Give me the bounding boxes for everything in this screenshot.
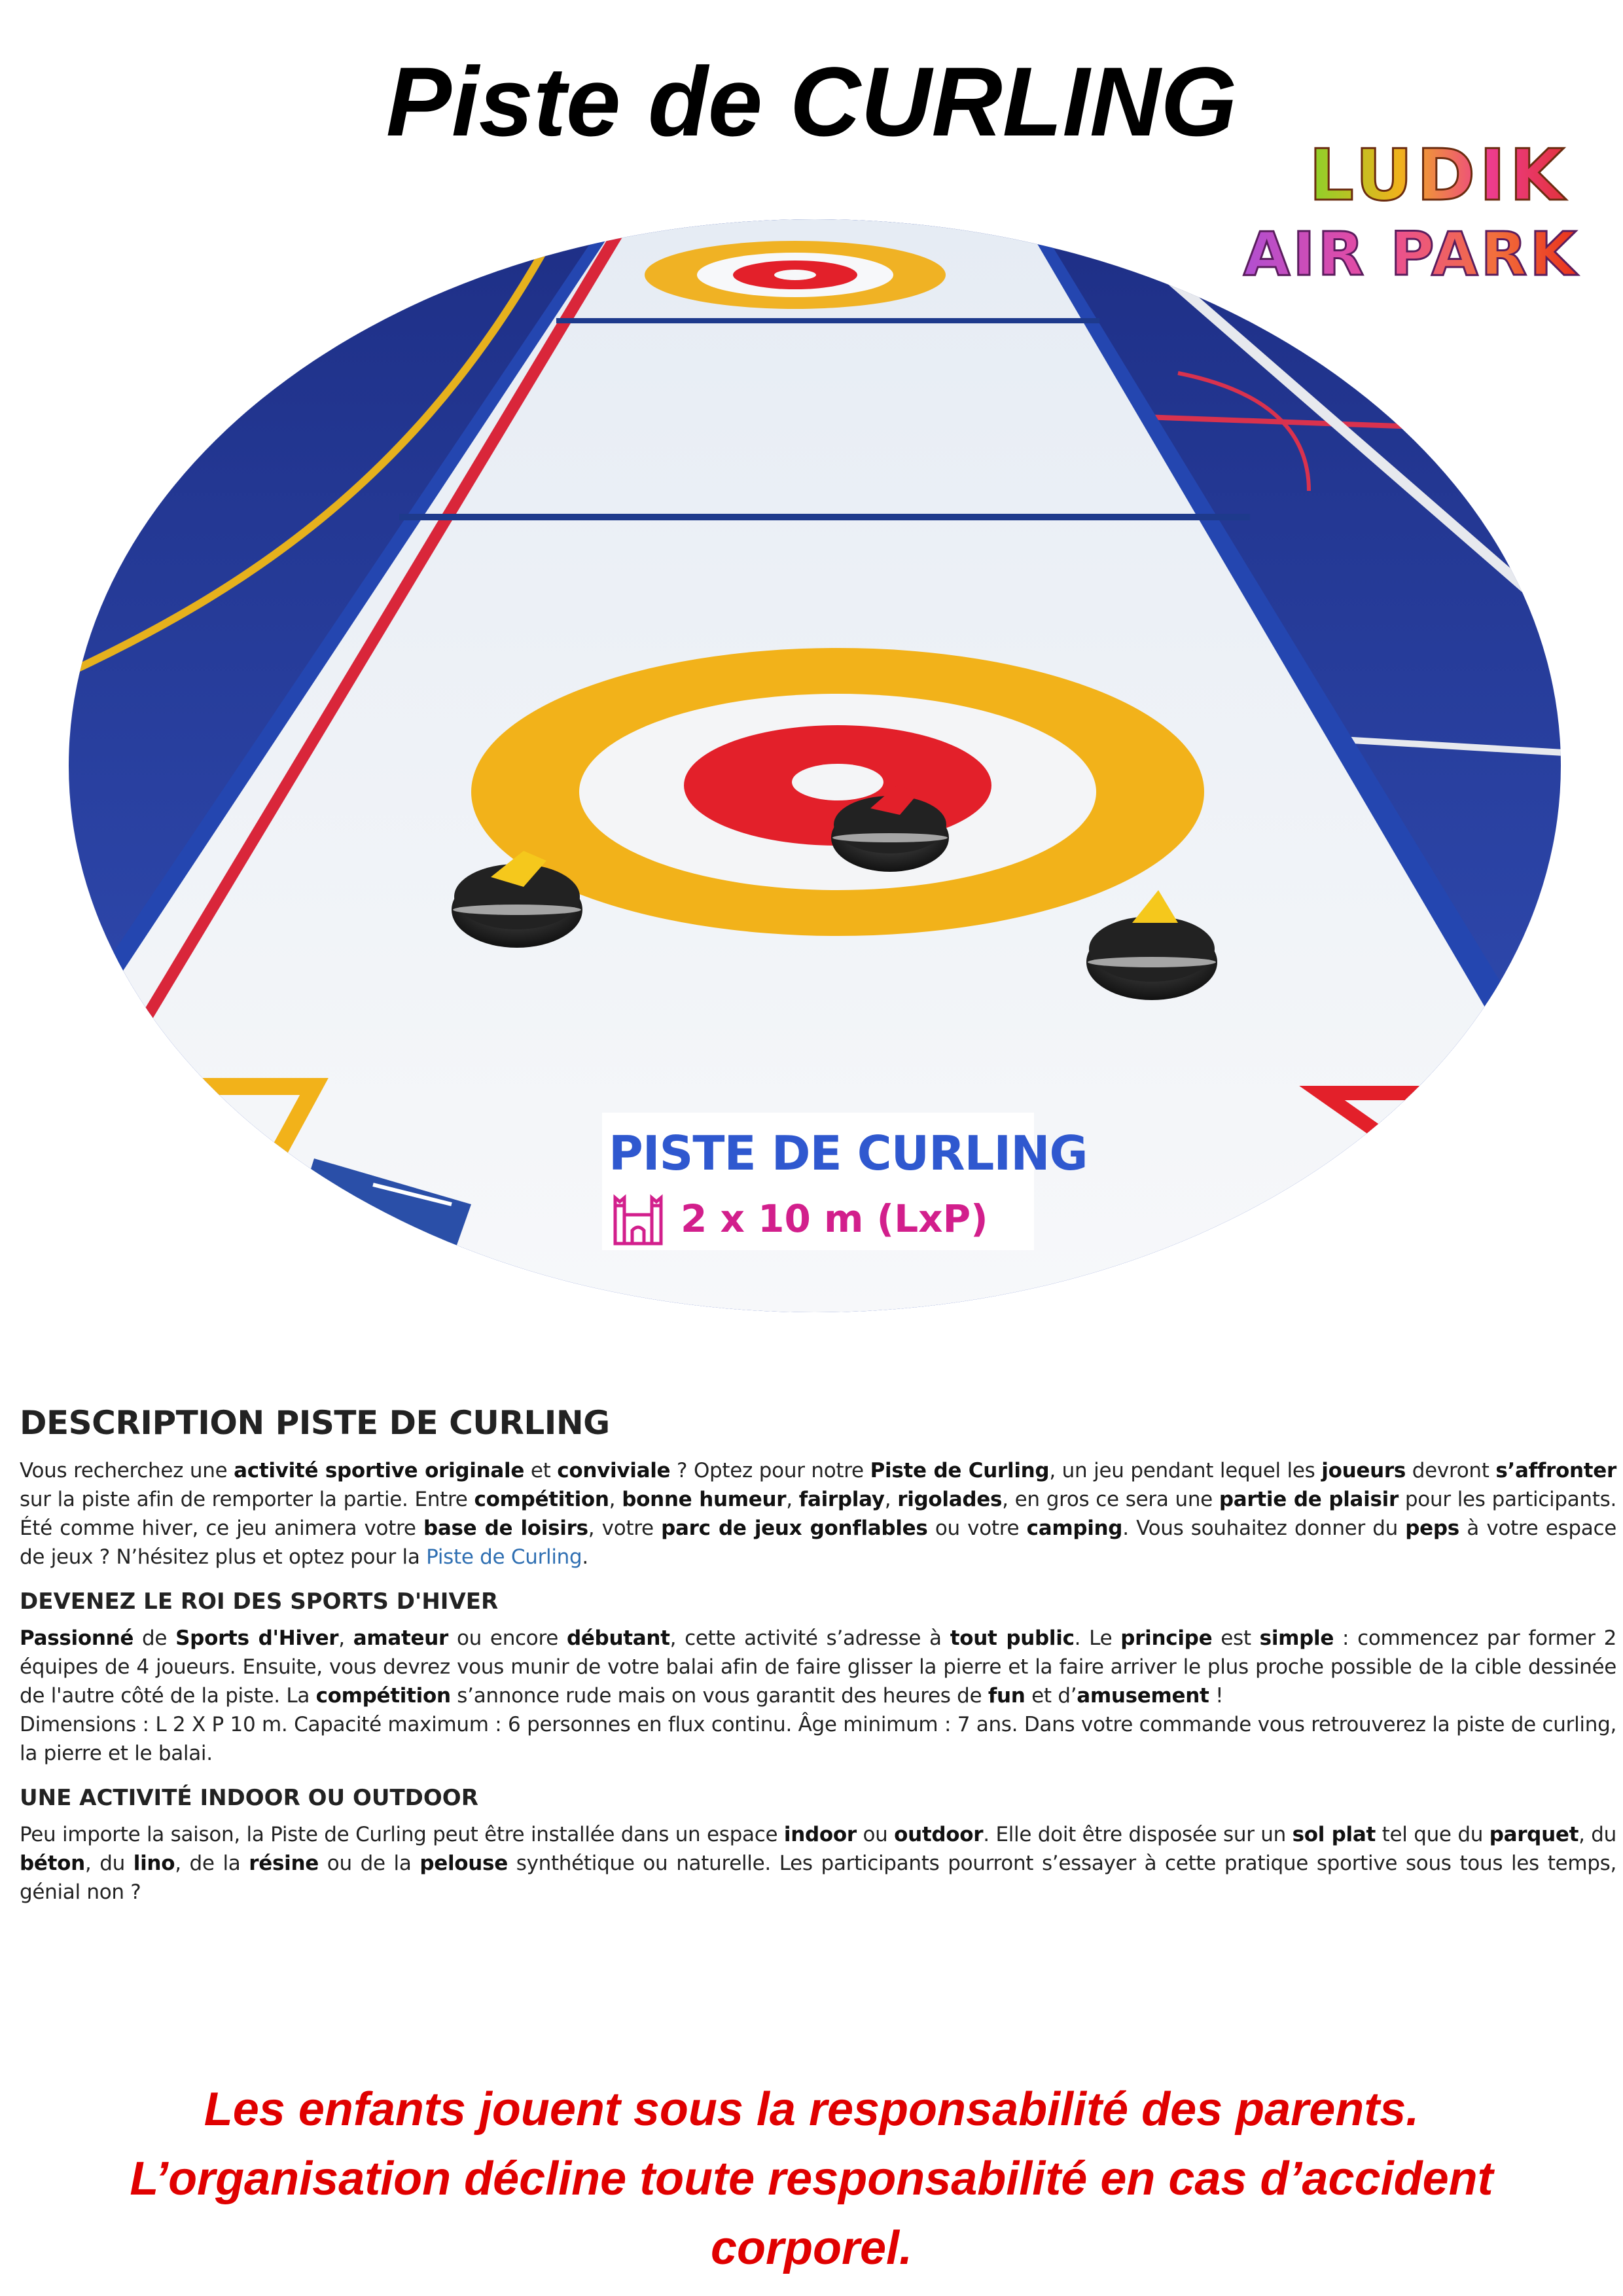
text-run: , de la [175,1852,249,1875]
bold-text: peps [1405,1516,1459,1540]
notice-line-1: Les enfants jouent sous la responsabilité des parents. [204,2083,1419,2136]
bold-text: résine [249,1852,319,1875]
bold-text: Sports d'Hiver [175,1626,339,1650]
text-run: sur la piste afin de remporter la partie. Entre [20,1488,474,1511]
bold-text: amateur [353,1626,449,1650]
badge-dimensions: 2 x 10 m (LxP) [681,1196,988,1241]
description-section [20,1404,1616,1907]
notice-line-3: corporel. [710,2222,913,2274]
description-paragraph-1 [20,1456,1616,1571]
bold-text: compétition [315,1684,451,1708]
description-paragraph-4 [20,1820,1616,1907]
bold-text: débutant [566,1626,670,1650]
text-run: , votre [588,1516,662,1540]
bold-text: rigolades [897,1488,1003,1511]
text-run: Peu importe la saison, la Piste de Curling peut être installée dans un espace [20,1823,784,1846]
bold-text: activité sportive originale [234,1459,525,1482]
text-run: . [582,1545,588,1569]
text-run: . Elle doit être disposée sur un [983,1823,1293,1846]
bold-text: compétition [474,1488,609,1511]
bold-text: s’affronter [1495,1459,1616,1482]
bold-text: bonne humeur [622,1488,787,1511]
description-paragraph-2 [20,1624,1616,1710]
bold-text: parquet [1489,1823,1579,1846]
bold-text: tout public [950,1626,1075,1650]
badge-title: PISTE DE CURLING [609,1126,1088,1181]
text-run: , [786,1488,799,1511]
bold-text: fun [988,1684,1026,1708]
text-run: : commencez par former 2 équipes de 4 joueurs. Ensuite, vous devrez vous munir de votre balai afin de faire glisser la pierre et la faire arriver le plus proche possible de la cible dessinée de l'autre côté de la piste. La [20,1626,1616,1708]
text-run: et d’ [1025,1684,1077,1708]
bold-text: conviviale [557,1459,671,1482]
text-run: et [524,1459,558,1482]
text-run: ! [1209,1684,1224,1708]
subheading-indoor-outdoor: UNE ACTIVITÉ INDOOR OU OUTDOOR [20,1785,478,1811]
dimensions-paragraph: Dimensions : L 2 X P 10 m. Capacité maximum : 6 personnes en flux continu. Âge minimum : 7 ans. Dans votre commande vous retrouverez la piste de curling, la pierre et le balai. [20,1713,1616,1765]
page-title: Piste de CURLING [385,46,1238,156]
text-run: à votre espace de jeux ? N’hésitez plus et optez pour la [20,1516,1616,1569]
responsibility-notice [0,2075,1623,2283]
text-run: de [134,1626,176,1650]
bold-text: joueurs [1321,1459,1406,1482]
bold-text: fairplay [798,1488,885,1511]
text-run: , du [1578,1823,1616,1846]
text-run: synthétique ou naturelle. Les participants pourront s’essayer à cette pratique sportive sous tous les temps, génial non ? [20,1852,1616,1904]
text-run: , du [84,1852,134,1875]
text-run: , en gros ce sera une [1002,1488,1219,1511]
svg-text:LUDIK: LUDIK [1309,135,1569,217]
text-run: . Le [1074,1626,1121,1650]
bold-text: simple [1259,1626,1334,1650]
text-run: , un jeu pendant lequel les [1049,1459,1322,1482]
notice-line-2: L’organisation décline toute responsabilité en cas d’accident [130,2153,1493,2205]
bold-text: outdoor [894,1823,984,1846]
text-run: ou de la [318,1852,420,1875]
bold-text: lino [133,1852,175,1875]
text-run: , cette activité s’adresse à [669,1626,950,1650]
product-badge [602,1113,1088,1250]
text-run: . Vous souhaitez donner du [1122,1516,1406,1540]
bold-text: camping [1026,1516,1123,1540]
subheading-sports-hiver: DEVENEZ LE ROI DES SPORTS D'HIVER [20,1588,499,1615]
bold-text: pelouse [419,1852,508,1875]
bouncy-castle-icon [610,1193,666,1249]
text-run: est [1212,1626,1260,1650]
text-run: , [338,1626,353,1650]
text-run: , [609,1488,622,1511]
description-heading: DESCRIPTION PISTE DE CURLING [20,1404,610,1442]
bold-text: Piste de Curling [870,1459,1050,1482]
text-run: ou votre [927,1516,1027,1540]
bold-text: béton [20,1852,85,1875]
bold-text: Passionné [20,1626,134,1650]
text-run: s’annonce rude mais on vous garantit des heures de [450,1684,988,1708]
bold-text: indoor [783,1823,857,1846]
text-run: devront [1406,1459,1496,1482]
bold-text: principe [1120,1626,1213,1650]
text-run: , [884,1488,898,1511]
bold-text: amusement [1077,1684,1209,1708]
bold-text: parc de jeux gonflables [661,1516,928,1540]
svg-text:AIR PARK: AIR PARK [1243,219,1579,289]
bold-text: sol plat [1292,1823,1376,1846]
text-run: ou encore [448,1626,567,1650]
text-run: pour les participants. Été comme hiver, ce jeu animera votre [20,1488,1617,1540]
text-run: Vous recherchez une [20,1459,234,1482]
text-run: ou [856,1823,895,1846]
piste-de-curling-link[interactable]: Piste de Curling [426,1545,582,1569]
text-run: tel que du [1376,1823,1489,1846]
text-run: ? Optez pour notre [670,1459,870,1482]
bold-text: partie de plaisir [1219,1488,1399,1511]
bold-text: base de loisirs [423,1516,588,1540]
